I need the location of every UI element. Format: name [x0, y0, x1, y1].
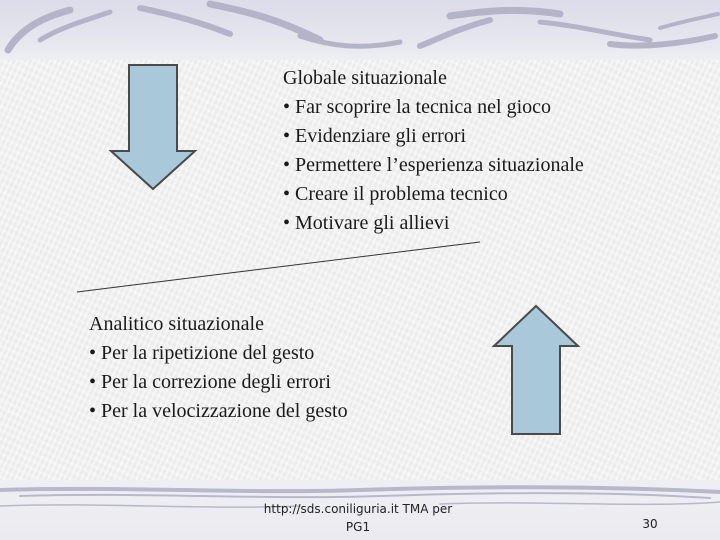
bullet-item: • Evidenziare gli errori [283, 122, 584, 151]
bullet-item: • Per la ripetizione del gesto [89, 339, 348, 368]
arrow-down-icon [108, 63, 198, 191]
bullet-item: • Permettere l’esperienza situazionale [283, 151, 584, 180]
slide-number: 30 [642, 517, 658, 531]
bullet-item: • Creare il problema tecnico [283, 180, 584, 209]
arrow-up-icon [491, 304, 581, 436]
analitico-situazionale-block [89, 310, 348, 426]
analitico-heading: Analitico situazionale [89, 313, 264, 335]
footer-url-line: http://sds.coniliguria.it TMA per [263, 502, 453, 516]
bullet-item: • Per la velocizzazione del gesto [89, 397, 348, 426]
bullet-item: • Motivare gli allievi [283, 209, 584, 238]
footer-url [248, 500, 468, 536]
footer-url-line: PG1 [345, 520, 371, 534]
decorative-header-band [0, 0, 720, 60]
globale-heading: Globale situazionale [283, 67, 447, 89]
bullet-item: • Far scoprire la tecnica nel gioco [283, 93, 584, 122]
brush-stroke-pattern-top [0, 0, 720, 60]
globale-situazionale-block [283, 64, 584, 238]
bullet-item: • Per la correzione degli errori [89, 368, 348, 397]
